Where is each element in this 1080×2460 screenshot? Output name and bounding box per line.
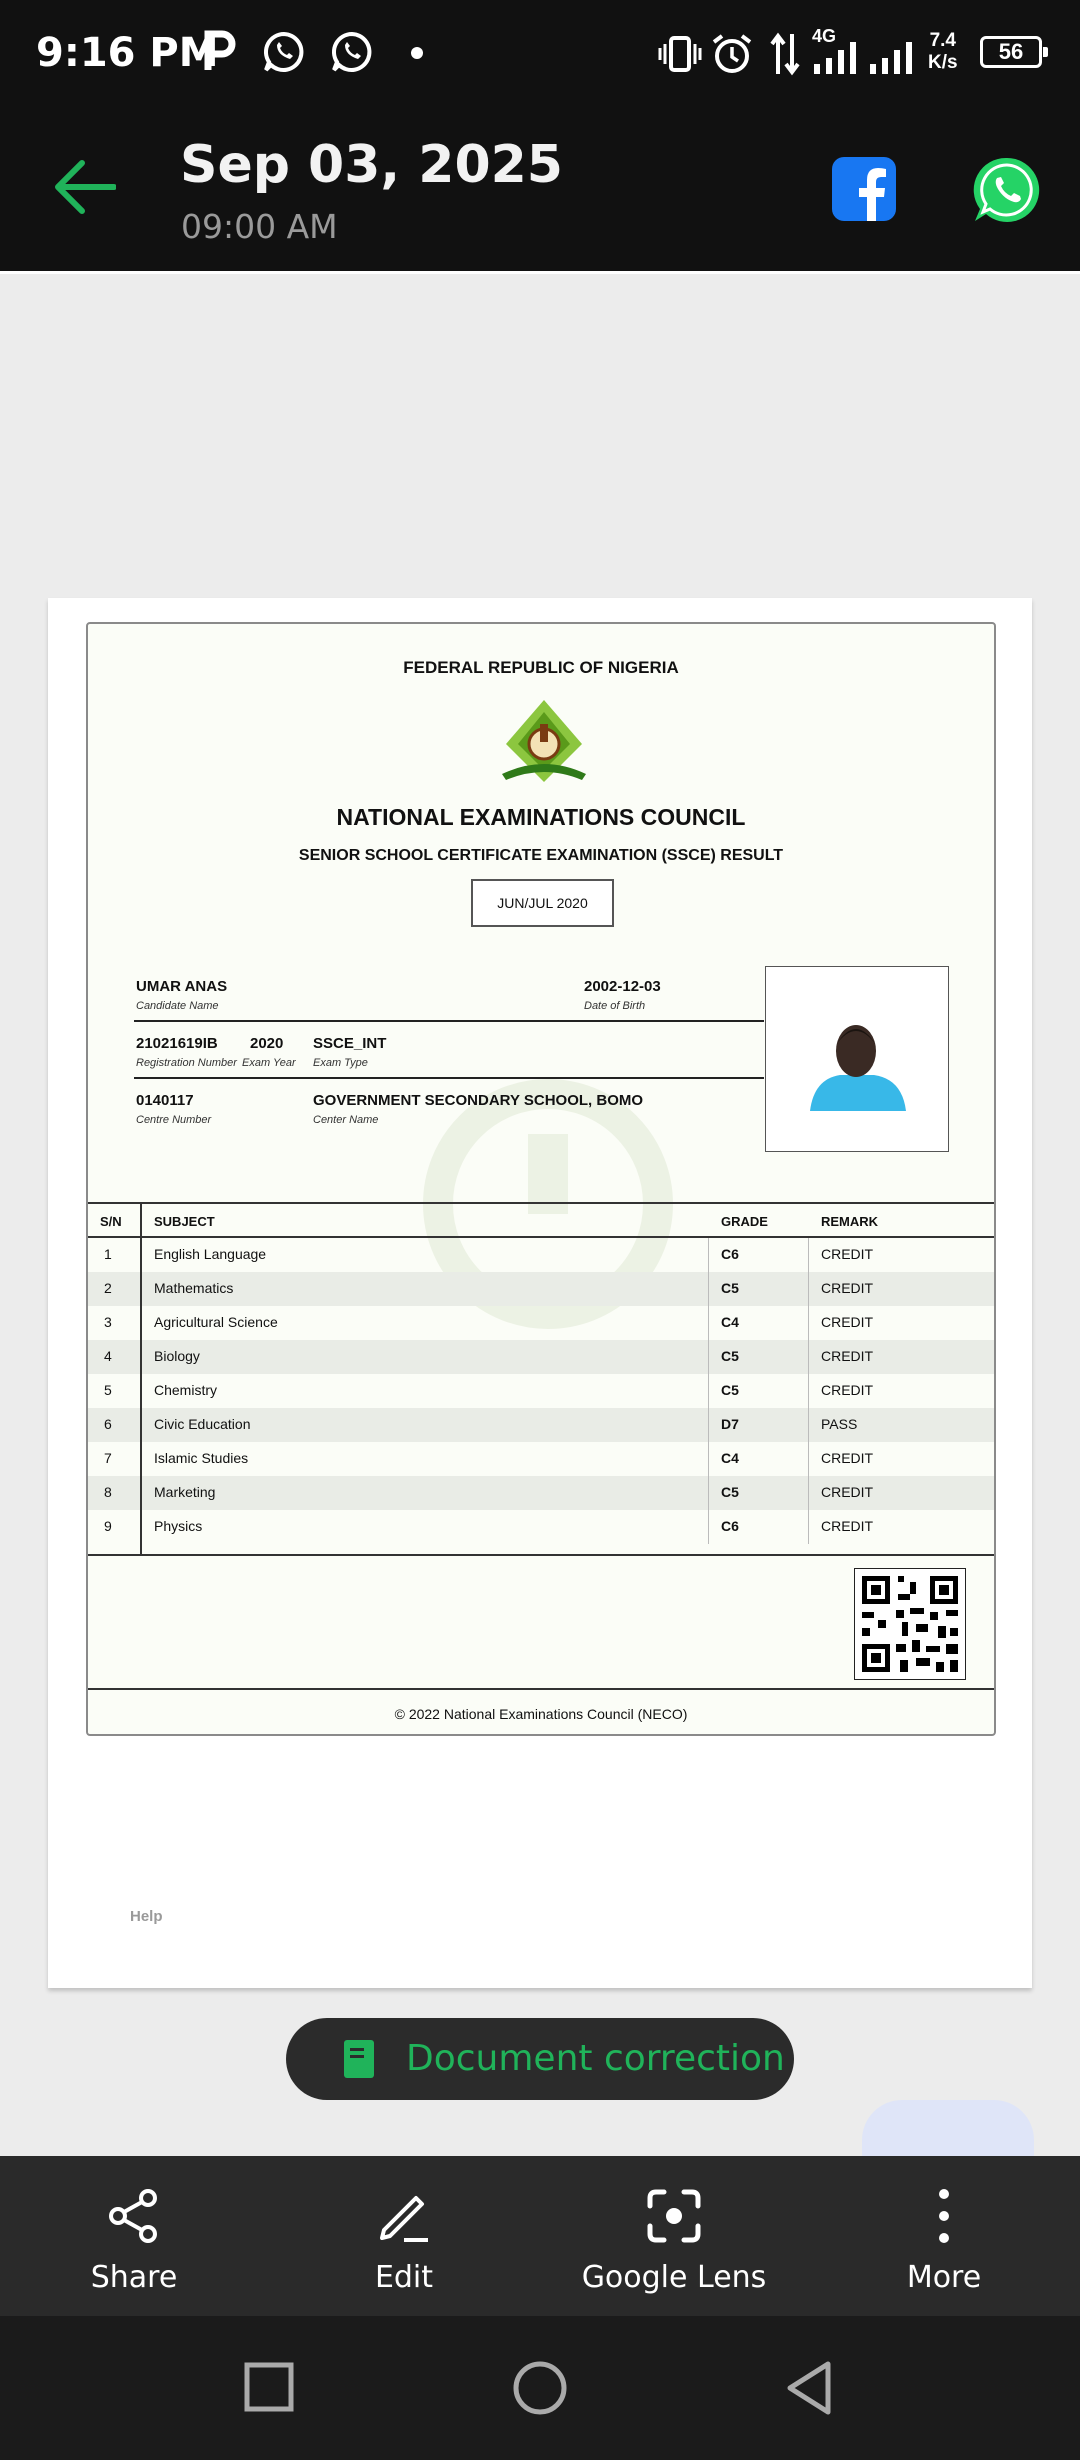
data-transfer-icon bbox=[770, 32, 800, 76]
table-row bbox=[88, 1442, 994, 1476]
home-icon[interactable] bbox=[512, 2360, 568, 2416]
network-speed-value: 7.4 bbox=[929, 30, 956, 51]
sn-column-header: S/N bbox=[100, 1214, 122, 1229]
table-row bbox=[88, 1374, 994, 1408]
bottom-toolbar bbox=[0, 2156, 1080, 2316]
cell-subject: Marketing bbox=[154, 1484, 216, 1500]
candidate-photo-frame bbox=[765, 966, 949, 1152]
grade-column-divider bbox=[708, 1442, 709, 1476]
cell-grade: C4 bbox=[721, 1450, 739, 1466]
grade-column-divider bbox=[708, 1272, 709, 1306]
system-navigation-bar bbox=[0, 2316, 1080, 2460]
edit-icon bbox=[374, 2186, 434, 2246]
date-of-birth: 2002-12-03 bbox=[584, 978, 661, 995]
document-correction-label: Document correction bbox=[406, 2038, 785, 2079]
remark-column-divider bbox=[808, 1408, 809, 1442]
candidate-name: UMAR ANAS bbox=[136, 978, 228, 995]
cell-subject: Mathematics bbox=[154, 1280, 234, 1296]
network-speed-unit: K/s bbox=[928, 52, 958, 73]
status-time: 9:16 PM bbox=[36, 30, 219, 76]
document-icon bbox=[344, 2040, 374, 2078]
cell-remark: CREDIT bbox=[821, 1518, 874, 1534]
whatsapp-notification-icon bbox=[262, 30, 306, 74]
grade-column-divider bbox=[708, 1340, 709, 1374]
cell-sn: 5 bbox=[104, 1382, 112, 1398]
cell-sn: 1 bbox=[104, 1246, 112, 1262]
grade-column-divider bbox=[708, 1238, 709, 1272]
exam-year-label: Exam Year bbox=[242, 1057, 296, 1069]
cell-grade: C4 bbox=[721, 1314, 739, 1330]
centre-number-label: Centre Number bbox=[136, 1114, 212, 1126]
registration-number-label: Registration Number bbox=[136, 1057, 237, 1069]
grade-column-divider bbox=[708, 1476, 709, 1510]
cell-sn: 4 bbox=[104, 1348, 112, 1364]
info-divider bbox=[134, 1020, 764, 1022]
cell-subject: Chemistry bbox=[154, 1382, 218, 1398]
grade-column-divider bbox=[708, 1306, 709, 1340]
table-row bbox=[88, 1340, 994, 1374]
back-icon[interactable] bbox=[784, 2360, 834, 2416]
cell-remark: CREDIT bbox=[821, 1314, 874, 1330]
centre-number: 0140117 bbox=[136, 1092, 194, 1109]
edit-label: Edit bbox=[374, 2260, 434, 2295]
table-row bbox=[88, 1510, 994, 1544]
remark-column-divider bbox=[808, 1374, 809, 1408]
google-lens-button[interactable] bbox=[564, 2156, 784, 2316]
message-date: Sep 03, 2025 bbox=[180, 135, 563, 195]
cell-sn: 6 bbox=[104, 1416, 112, 1432]
document-image[interactable] bbox=[48, 598, 1032, 1988]
grade-column-header: GRADE bbox=[721, 1214, 768, 1229]
council-name: NATIONAL EXAMINATIONS COUNCIL bbox=[336, 804, 746, 830]
grade-column-divider bbox=[708, 1408, 709, 1442]
cell-remark: CREDIT bbox=[821, 1450, 874, 1466]
battery-indicator: 56 bbox=[980, 36, 1042, 68]
more-vertical-icon bbox=[914, 2186, 974, 2246]
network-type: 4G bbox=[812, 26, 837, 46]
cell-subject: Civic Education bbox=[154, 1416, 251, 1432]
signal-strength-sim1-icon bbox=[812, 40, 864, 74]
remark-column-header: REMARK bbox=[821, 1214, 879, 1229]
cell-grade: C5 bbox=[721, 1280, 739, 1296]
google-lens-icon bbox=[644, 2186, 704, 2246]
recent-apps-icon[interactable] bbox=[244, 2362, 294, 2412]
document-correction-button[interactable] bbox=[286, 2018, 794, 2100]
candidate-photo bbox=[806, 1007, 908, 1111]
centre-name-label: Center Name bbox=[313, 1114, 379, 1126]
remark-column-divider bbox=[808, 1238, 809, 1272]
centre-name: GOVERNMENT SECONDARY SCHOOL, BOMO bbox=[313, 1092, 644, 1109]
status-bar bbox=[0, 0, 1080, 105]
remark-column-divider bbox=[808, 1476, 809, 1510]
cell-remark: CREDIT bbox=[821, 1348, 874, 1364]
help-link[interactable]: Help bbox=[130, 1908, 163, 1925]
cell-remark: PASS bbox=[821, 1416, 858, 1432]
cell-sn: 8 bbox=[104, 1484, 112, 1500]
more-button[interactable] bbox=[834, 2156, 1054, 2316]
cell-sn: 9 bbox=[104, 1518, 112, 1534]
app-bar-divider bbox=[0, 271, 1080, 274]
result-certificate bbox=[86, 622, 996, 1736]
cell-subject: English Language bbox=[154, 1246, 267, 1262]
share-icon bbox=[104, 2186, 164, 2246]
registration-number: 21021619IB bbox=[136, 1035, 218, 1052]
parking-notification-icon bbox=[202, 30, 236, 72]
cell-grade: C5 bbox=[721, 1382, 739, 1398]
network-speed bbox=[928, 30, 958, 74]
signal-strength-sim2-icon bbox=[868, 40, 920, 74]
remark-column-divider bbox=[808, 1340, 809, 1374]
google-lens-label: Google Lens bbox=[581, 2260, 767, 2295]
cell-subject: Physics bbox=[154, 1518, 203, 1534]
facebook-share-icon[interactable] bbox=[832, 157, 896, 221]
cell-remark: CREDIT bbox=[821, 1382, 874, 1398]
table-row bbox=[88, 1306, 994, 1340]
subject-column-header: SUBJECT bbox=[154, 1214, 215, 1229]
date-of-birth-label: Date of Birth bbox=[584, 1000, 646, 1012]
remark-column-divider bbox=[808, 1442, 809, 1476]
back-arrow-icon[interactable] bbox=[52, 157, 116, 217]
more-label: More bbox=[906, 2260, 982, 2295]
cell-sn: 7 bbox=[104, 1450, 112, 1466]
exam-title: SENIOR SCHOOL CERTIFICATE EXAMINATION (SSCE) RESULT bbox=[298, 847, 784, 864]
verification-qr-code bbox=[854, 1568, 966, 1680]
share-label: Share bbox=[90, 2260, 178, 2295]
copyright-notice: © 2022 National Examinations Council (NECO) bbox=[394, 1706, 688, 1722]
floating-action-button[interactable] bbox=[862, 2100, 1034, 2160]
cell-grade: D7 bbox=[721, 1416, 739, 1432]
results-table-bottom-border bbox=[88, 1554, 994, 1556]
table-row bbox=[88, 1408, 994, 1442]
cell-remark: CREDIT bbox=[821, 1280, 874, 1296]
sn-column-divider bbox=[140, 1202, 142, 1556]
whatsapp-business-notification-icon bbox=[330, 30, 374, 74]
alarm-icon bbox=[710, 32, 754, 76]
grade-column-divider bbox=[708, 1510, 709, 1544]
cell-grade: C5 bbox=[721, 1348, 739, 1364]
grade-column-divider bbox=[708, 1374, 709, 1408]
exam-year: 2020 bbox=[250, 1035, 284, 1052]
footer-divider bbox=[88, 1688, 994, 1690]
cell-subject: Islamic Studies bbox=[154, 1450, 249, 1466]
whatsapp-share-icon[interactable] bbox=[972, 155, 1042, 225]
vibrate-icon bbox=[658, 34, 702, 74]
cell-remark: CREDIT bbox=[821, 1484, 874, 1500]
share-button[interactable] bbox=[24, 2156, 244, 2316]
cell-sn: 2 bbox=[104, 1280, 112, 1296]
remark-column-divider bbox=[808, 1306, 809, 1340]
remark-column-divider bbox=[808, 1272, 809, 1306]
exam-type-label: Exam Type bbox=[313, 1057, 368, 1069]
certificate-country: FEDERAL REPUBLIC OF NIGERIA bbox=[403, 658, 679, 677]
table-row bbox=[88, 1476, 994, 1510]
remark-column-divider bbox=[808, 1510, 809, 1544]
info-divider bbox=[134, 1077, 764, 1079]
cell-grade: C6 bbox=[721, 1246, 739, 1262]
cell-grade: C6 bbox=[721, 1518, 739, 1534]
table-row bbox=[88, 1272, 994, 1306]
message-time: 09:00 AM bbox=[181, 207, 338, 246]
candidate-name-label: Candidate Name bbox=[136, 1000, 219, 1012]
neco-logo-icon bbox=[498, 698, 590, 782]
results-table-header bbox=[88, 1202, 994, 1238]
table-row bbox=[88, 1238, 994, 1272]
exam-type: SSCE_INT bbox=[313, 1035, 387, 1052]
cell-remark: CREDIT bbox=[821, 1246, 874, 1262]
exam-session: JUN/JUL 2020 bbox=[471, 879, 614, 927]
edit-button[interactable] bbox=[294, 2156, 514, 2316]
cell-subject: Biology bbox=[154, 1348, 200, 1364]
cell-subject: Agricultural Science bbox=[154, 1314, 278, 1330]
more-notifications-dot-icon bbox=[410, 46, 424, 60]
cell-grade: C5 bbox=[721, 1484, 739, 1500]
app-bar bbox=[0, 105, 1080, 271]
cell-sn: 3 bbox=[104, 1314, 112, 1330]
